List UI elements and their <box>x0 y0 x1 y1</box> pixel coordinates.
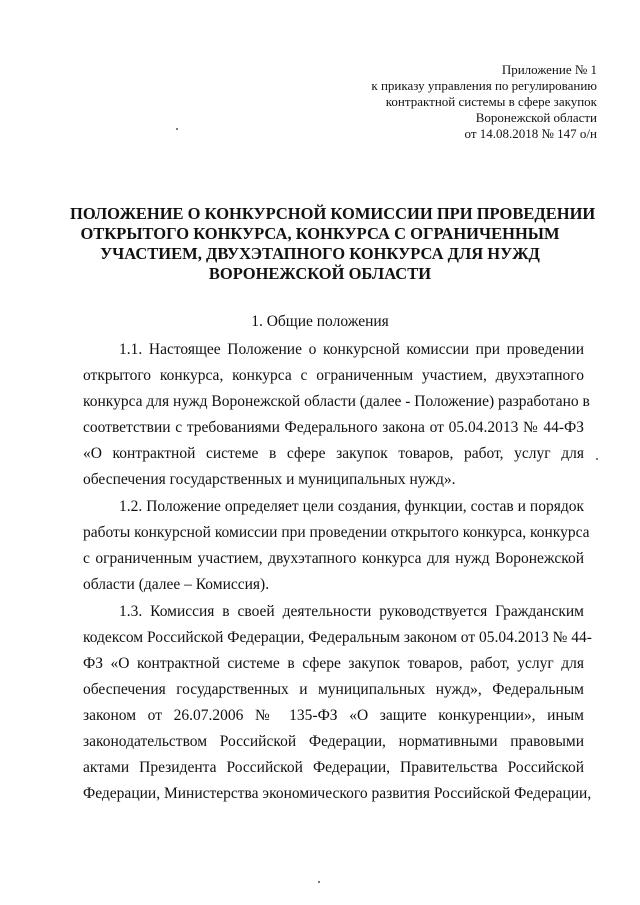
paragraph-1-2 <box>83 494 590 598</box>
title-line: ВОРОНЕЖСКОЙ ОБЛАСТИ <box>208 264 432 283</box>
paragraph-line: законодательством Российской Федерации, нормативными правовыми <box>83 733 584 750</box>
paragraph-1-3 <box>83 599 592 807</box>
paragraph-line: соответствии с требованиями Федерального закона от 05.04.2013 № 44-ФЗ <box>83 419 584 436</box>
title-line: УЧАСТИЕМ, ДВУХЭТАПНОГО КОНКУРСА ДЛЯ НУЖД <box>100 244 540 263</box>
annex-number: Приложение № 1 <box>501 62 597 77</box>
paragraph-1-1 <box>83 337 590 493</box>
paragraph-line: 1.1. Настоящее Положение о конкурсной комиссии при проведении <box>119 341 584 358</box>
paragraph-line: актами Президента Российской Федерации, Правительства Российской <box>83 759 584 776</box>
scan-speck <box>176 128 178 130</box>
paragraph-line: работы конкурсной комиссии при проведении открытого конкурса, конкурса <box>83 524 590 541</box>
scan-speck <box>596 458 598 460</box>
title-line: ОТКРЫТОГО КОНКУРСА, КОНКУРСА С ОГРАНИЧЕННЫМ <box>80 224 560 243</box>
annex-header <box>297 62 597 142</box>
paragraph-line: ФЗ «О контрактной системе в сфере закупок товаров, работ, услуг для <box>83 655 584 672</box>
paragraph-line: 1.2. Положение определяет цели создания, функции, состав и порядок <box>119 498 584 515</box>
paragraph-line: открытого конкурса, конкурса с ограниченным участием, двухэтапного <box>83 367 584 384</box>
paragraph-line: 1.3. Комиссия в своей деятельности руководствуется Гражданским <box>119 603 584 620</box>
annex-order-ref-cont: контрактной системы в сфере закупок <box>385 94 597 109</box>
annex-date-number: от 14.08.2018 № 147 о/н <box>464 126 597 141</box>
paragraph-line: с ограниченным участием, двухэтапного конкурса для нужд Воронежской <box>83 550 584 567</box>
paragraph-line: обеспечения государственных и муниципальных нужд». <box>83 471 456 488</box>
paragraph-line: конкурса для нужд Воронежской области (далее - Положение) разработано в <box>83 393 590 410</box>
annex-region: Воронежской области <box>475 110 597 125</box>
section-heading: 1. Общие положения <box>251 313 389 330</box>
paragraph-line: законом от 26.07.2006 № 135-ФЗ «О защите конкуренции», иным <box>83 707 584 724</box>
annex-order-ref: к приказу управления по регулированию <box>371 78 597 93</box>
document-title <box>70 204 596 284</box>
title-line: ПОЛОЖЕНИЕ О КОНКУРСНОЙ КОМИССИИ ПРИ ПРОВЕДЕНИИ <box>70 204 596 223</box>
scan-speck <box>318 881 320 883</box>
paragraph-line: кодексом Российской Федерации, Федеральным законом от 05.04.2013 № 44- <box>83 629 592 646</box>
paragraph-line: обеспечения государственных и муниципальных нужд», Федеральным <box>83 681 584 698</box>
paragraph-line: «О контрактной системе в сфере закупок товаров, работ, услуг для <box>83 445 584 462</box>
paragraph-line: Федерации, Министерства экономического развития Российской Федерации, <box>83 785 592 802</box>
paragraph-line: области (далее – Комиссия). <box>83 576 270 593</box>
